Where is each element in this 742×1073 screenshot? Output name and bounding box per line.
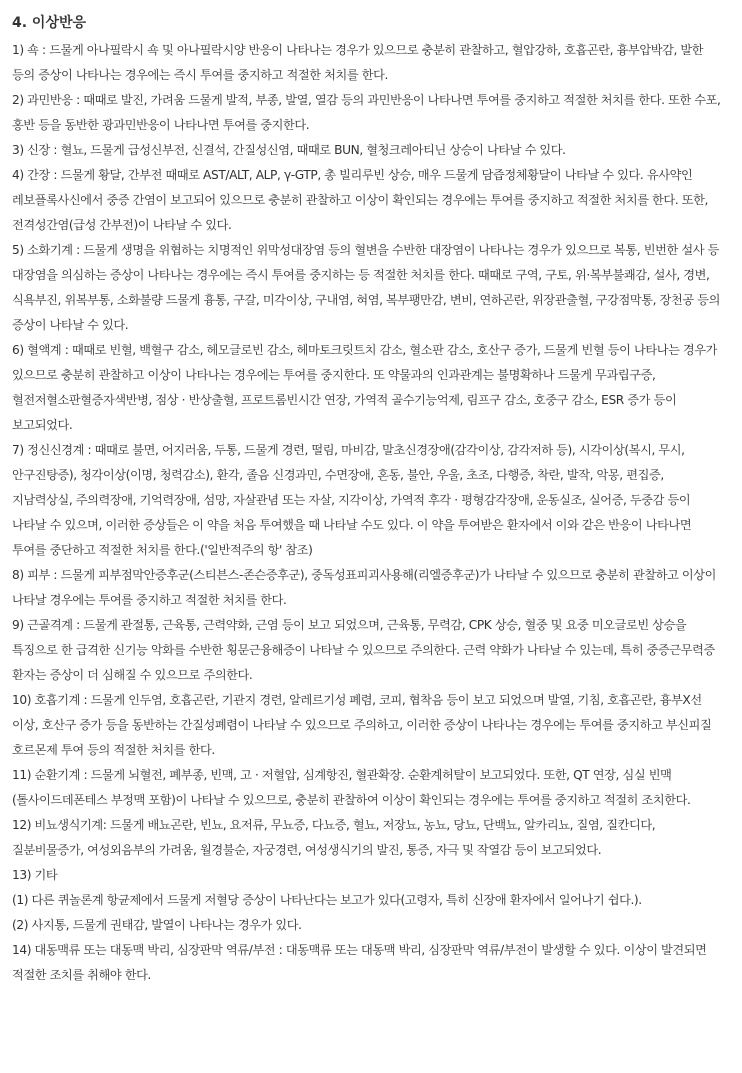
paragraph-skin: 8) 피부 : 드물게 피부점막안증후군(스티븐스-존슨증후군), 중독성표피괴사용해(리엘증후군)가 나타날 수 있으므로 충분히 관찰하고 이상이 나타날 경우에는 투여를 중지하고 적절한 처치를 한다. bbox=[12, 568, 717, 607]
paragraph-respiratory: 10) 호흡기계 : 드물게 인두염, 호흡곤란, 기관지 경련, 알레르기성 폐렴, 코피, 협착음 등이 보고 되었으며 발열, 기침, 호흡곤란, 흉부X선 이상, 호산구 증가 등을 동반하는 간질성폐렴이 나타날 수 있으므로 주의하고, 이러한 증상이 나타나는 경우에는 투여를 중지하고 부신피질 호르몬제 투여 등의 적절한 처치를 한다. bbox=[12, 693, 712, 757]
paragraph-other-1: (1) 다른 퀴놀론계 항균제에서 드물게 저혈당 증상이 나타난다는 보고가 있다(고령자, 특히 신장애 환자에서 일어나기 쉽다.). bbox=[12, 893, 642, 907]
paragraph-hypersensitivity: 2) 과민반응 : 때때로 발진, 가려움 드물게 발적, 부종, 발열, 열감 등의 과민반응이 나타나면 투여를 중지하고 적절한 처치를 한다. 또한 수포, 홍반 등을 동반한 광과민반응이 나타나면 투여를 중지한다. bbox=[12, 93, 721, 132]
paragraph-blood: 6) 혈액계 : 때때로 빈혈, 백혈구 감소, 헤모글로빈 감소, 헤마토크릿트치 감소, 혈소판 감소, 호산구 증가, 드물게 빈혈 등이 나타나는 경우가 있으므로 충분히 관찰하고 이상이 나타나는 경우에는 투여를 중지한다. 또 약물과의 인과관계는 불명확하나 드물게 무과립구증, 혈전저혈소판혈증자색반병, 점상 · 반상출혈, 프로트롬빈시간 연장, 가역적 골수기능억제, 림프구 감소, 호중구 감소, ESR 증가 등이 보고되었다. bbox=[12, 343, 718, 432]
paragraph-liver: 4) 간장 : 드물게 황달, 간부전 때때로 AST/ALT, ALP, γ-GTP, 총 빌리루빈 상승, 매우 드물게 담즙정체황달이 나타날 수 있다. 유사약인 레보플록사신에서 중증 간염이 보고되어 있으므로 충분히 관찰하고 이상이 확인되는 경우에는 투여를 중지하고 적절한 처치를 한다. 또한, 전격성간염(급성 간부전)이 나타날 수 있다. bbox=[12, 168, 708, 232]
paragraph-musculoskeletal: 9) 근골격계 : 드물게 관절통, 근육통, 근력약화, 근염 등이 보고 되었으며, 근육통, 무력감, CPK 상승, 혈중 및 요중 미오글로빈 상승을 특징으로 한 급격한 신기능 악화를 수반한 횡문근융해증이 나타날 수 있으므로 주의한다. 근력 약화가 나타날 수 있는데, 특히 중증근무력증 환자는 증상이 더 심해질 수 있으므로 주의한다. bbox=[12, 618, 715, 682]
paragraph-aortic: 14) 대동맥류 또는 대동맥 박리, 심장판막 역류/부전 : 대동맥류 또는 대동맥 박리, 심장판막 역류/부전이 발생할 수 있다. 이상이 발견되면 적절한 조치를 취해야 한다. bbox=[12, 943, 707, 982]
paragraph-other-heading: 13) 기타 bbox=[12, 868, 58, 882]
paragraph-shock: 1) 쇽 : 드물게 아나필락시 쇽 및 아나필락시양 반응이 나타나는 경우가 있으므로 충분히 관찰하고, 혈압강하, 호흡곤란, 흉부압박감, 발한 등의 증상이 나타나는 경우에는 즉시 투여를 중지하고 적절한 처치를 한다. bbox=[12, 43, 704, 82]
paragraph-digestive: 5) 소화기계 : 드물게 생명을 위협하는 치명적인 위막성대장염 등의 혈변을 수반한 대장염이 나타나는 경우가 있으므로 복통, 빈번한 설사 등 대장염을 의심하는 증상이 나타나는 경우에는 즉시 투여를 중지하는 등 적절한 처치를 한다. 때때로 구역, 구토, 위·복부불쾌감, 설사, 경변, 식욕부진, 위복부통, 소화불량 드물게 흉통, 구갈, 미각이상, 구내염, 혀염, 복부팽만감, 변비, 연하곤란, 위장관출혈, 구강점막통, 장천공 등의 증상이 나타날 수 있다. bbox=[12, 243, 720, 332]
section-title: 4. 이상반응 bbox=[12, 15, 87, 31]
paragraph-other-2: (2) 사지통, 드물게 권태감, 발열이 나타나는 경우가 있다. bbox=[12, 918, 302, 932]
paragraph-neuro: 7) 정신신경계 : 때때로 불면, 어지러움, 두통, 드물게 경련, 떨림, 마비감, 말초신경장애(감각이상, 감각저하 등), 시각이상(복시, 무시, 안구진탕증), 청각이상(이명, 청력감소), 환각, 졸음 신경과민, 수면장애, 혼동, 불안, 우울, 초조, 다행증, 착란, 발작, 악몽, 편집증, 지남력상실, 주의력장애, 기억력장애, 섬망, 자살관념 또는 자살, 지각이상, 가역적 후각 · 평형감각장애, 운동실조, 실어증, 두중감 등이 나타날 수 있으며, 이러한 증상들은 이 약을 처음 투여했을 때 나타날 수도 있다. 이 약을 투여받은 환자에서 이와 같은 반응이 나타나면 투여를 중단하고 적절한 처치를 한다.('일반적주의 항' 참조) bbox=[12, 443, 692, 557]
paragraph-kidney: 3) 신장 : 혈뇨, 드물게 급성신부전, 신결석, 간질성신염, 때때로 BUN, 혈청크레아티닌 상승이 나타날 수 있다. bbox=[12, 143, 566, 157]
paragraph-urogenital: 12) 비뇨생식기계: 드물게 배뇨곤란, 빈뇨, 요저류, 무뇨증, 다뇨증, 혈뇨, 저장뇨, 농뇨, 당뇨, 단백뇨, 알카리뇨, 질염, 질칸디다, 질분비물증가, 여성외음부의 가려움, 월경불순, 자궁경련, 여성생식기의 발진, 통증, 자극 및 작열감 등이 보고되었다. bbox=[12, 818, 656, 857]
paragraph-circulatory: 11) 순환기계 : 드물게 뇌혈전, 폐부종, 빈맥, 고 · 저혈압, 심계항진, 혈관확장. 순환계허탈이 보고되었다. 또한, QT 연장, 심실 빈맥(톨사이드데폰테스 부정맥 포함)이 나타날 수 있으므로, 충분히 관찰하여 이상이 확인되는 경우에는 투여를 중지하고 적절히 조치한다. bbox=[12, 768, 691, 807]
